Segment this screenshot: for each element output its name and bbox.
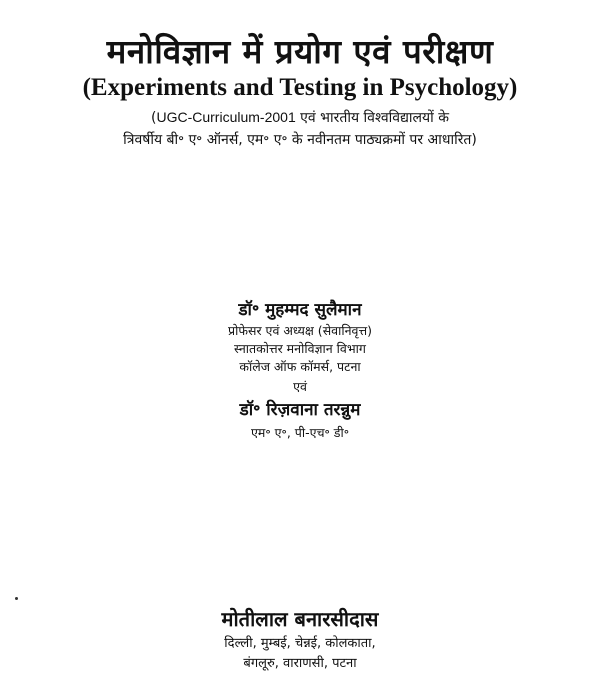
publisher-name: मोतीलाल बनारसीदास <box>221 607 379 631</box>
author-1-department: स्नातकोत्तर मनोविज्ञान विभाग <box>234 341 366 356</box>
subtitle-line-1-rest: एवं भारतीय विश्वविद्यालयों के <box>295 110 449 126</box>
subtitle-curriculum: UGC-Curriculum-2001 <box>156 109 296 125</box>
publisher-cities-2: बंगलूरु, वाराणसी, पटना <box>243 656 357 671</box>
author-1-name: डॉ॰ मुहम्मद सुलैमान <box>238 300 362 320</box>
speck-mark <box>15 597 18 600</box>
conjunction-text: एवं <box>293 379 307 394</box>
author-1-title: प्रोफेसर एवं अध्यक्ष (सेवानिवृत्त) <box>228 323 372 338</box>
subtitle-line-2: त्रिवर्षीय बी॰ ए॰ ऑनर्स, एम॰ ए॰ के नवीनतम पाठ्यक्रमों पर आधारित) <box>123 132 477 148</box>
subtitle-line-1 <box>0 108 600 127</box>
publisher-cities-1: दिल्ली, मुम्बई, चेन्नई, कोलकाता, <box>224 636 376 651</box>
author-2-degrees: एम॰ ए॰, पी-एच॰ डी॰ <box>250 425 350 440</box>
book-title-english: (Experiments and Testing in Psychology) <box>82 74 518 101</box>
subtitle-open-paren: ( <box>151 110 157 126</box>
author-2-name: डॉ॰ रिज़वाना तरन्नुम <box>239 400 361 420</box>
book-title-hindi: मनोविज्ञान में प्रयोग एवं परीक्षण <box>106 32 494 71</box>
author-1-college: कॉलेज ऑफ कॉमर्स, पटना <box>239 359 361 374</box>
